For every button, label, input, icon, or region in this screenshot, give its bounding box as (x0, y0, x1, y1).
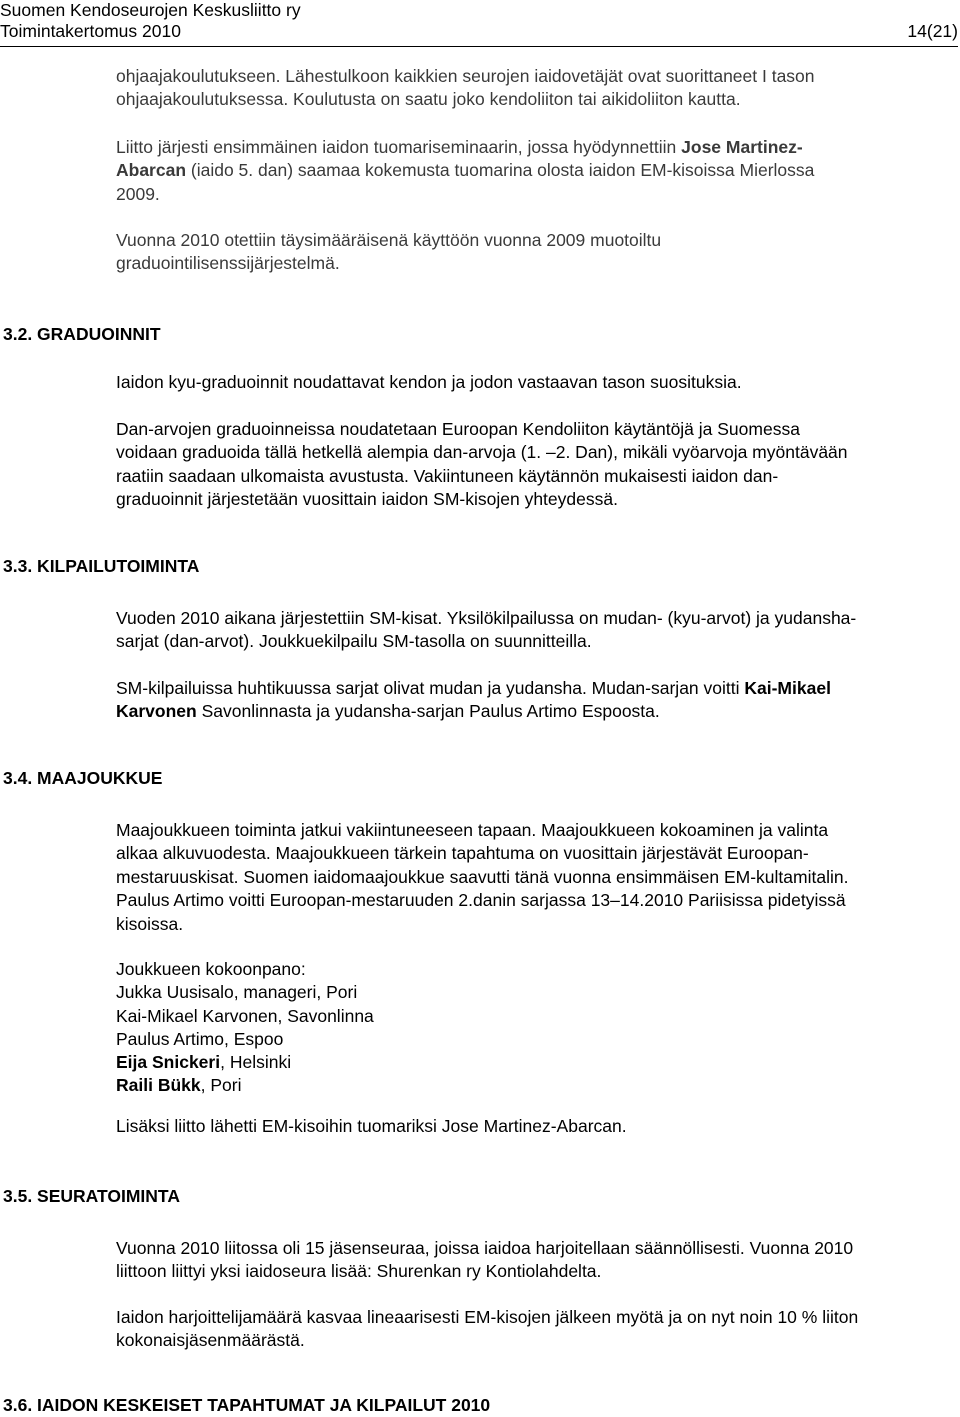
team-heading: Joukkueen kokoonpano: (116, 959, 306, 979)
text-line: voidaan graduoida tällä hetkellä alempia dan-arvoja (1. –2. Dan), mikäli vyöarvoja myöntävään (116, 442, 848, 463)
team-member (116, 1028, 956, 1051)
seuratoiminta-paragraph-2 (116, 1306, 956, 1353)
maajoukkue-paragraph-1 (116, 819, 956, 936)
text-line: ohjaajakoulutukseen. Lähestulkoon kaikkien seurojen iaidovetäjät ovat suorittaneet I tason (116, 66, 815, 86)
header-page-number: 14(21) (907, 21, 958, 41)
text-line: mestaruuskisat. Suomen iaidomaajoukkue saavutti tänä vuonna ensimmäisen EM-kultamitalin. (116, 866, 849, 887)
seuratoiminta-paragraph-1 (116, 1237, 956, 1284)
section-heading-keskeiset-tapahtumat: 3.6. IAIDON KESKEISET TAPAHTUMAT JA KILPAILUT 2010 (3, 1395, 491, 1415)
text-line: graduoinnit järjestetään vuosittain iaidon SM-kisojen yhteydessä. (116, 489, 618, 510)
kilpailutoiminta-paragraph-1 (116, 607, 956, 654)
text-line: raatiin saadaan ulkomaista avustusta. Vakiintuneen käytännön mukaisesti iaidon dan- (116, 465, 779, 486)
graduoinnit-paragraph-1 (116, 371, 956, 394)
text-line: Vuonna 2010 liitossa oli 15 jäsenseuraa, joissa iaidoa harjoitellaan säännöllisesti. Vuonna 2010 (116, 1238, 854, 1258)
text-line (116, 677, 956, 700)
section-heading-kilpailutoiminta: 3.3. KILPAILUTOIMINTA (3, 556, 200, 576)
kilpailutoiminta-paragraph-2 (116, 677, 956, 724)
page-header (0, 0, 958, 47)
team-member (116, 981, 956, 1004)
intro-paragraph-2 (116, 136, 956, 206)
text-segment: SM-kilpailuissa huhtikuussa sarjat olivat mudan ja yudansha. Mudan-sarjan voitti (116, 678, 745, 698)
text-line: Iaidon kyu-graduoinnit noudattavat kendon ja jodon vastaavan tason suosituksia. (116, 372, 742, 392)
text-line: 2009. (116, 183, 160, 204)
section-heading-graduoinnit: 3.2. GRADUOINNIT (3, 324, 161, 344)
text-line: Lisäksi liitto lähetti EM-kisoihin tuomariksi Jose Martinez-Abarcan. (116, 1116, 627, 1136)
text-segment: Liitto järjesti ensimmäinen iaidon tuomariseminaarin, jossa hyödynnettiin (116, 137, 682, 157)
text-line: Vuoden 2010 aikana järjestettiin SM-kisat. Yksilökilpailussa on mudan- (kyu-arvot) ja yudansha- (116, 608, 857, 628)
text-segment: Savonlinnasta ja yudansha-sarjan Paulus Artimo Espoosta. (196, 701, 660, 722)
text-line: graduointilisenssijärjestelmä. (116, 253, 340, 274)
team-member (116, 1051, 956, 1074)
text-line: kisoissa. (116, 913, 184, 934)
header-report-title: Toimintakertomus 2010 (0, 21, 181, 41)
text-line: Dan-arvojen graduoinneissa noudatetaan Euroopan Kendoliiton käytäntöjä ja Suomessa (116, 419, 800, 439)
intro-paragraph-3 (116, 229, 956, 276)
text-line: sarjat (dan-arvot). Joukkuekilpailu SM-tasolla on suunnitteilla. (116, 631, 592, 652)
bold-name: Raili Bükk (116, 1075, 201, 1096)
text-line: alkaa alkuvuodesta. Maajoukkueen tärkein tapahtuma on vuosittain järjestävät Euroopan- (116, 843, 809, 864)
maajoukkue-paragraph-3 (116, 1115, 956, 1138)
text-line: Paulus Artimo voitti Euroopan-mestaruuden 2.danin sarjassa 13–14.2010 Pariisissa pidetyissä (116, 890, 846, 911)
team-roster (116, 958, 956, 1098)
member-text: Kai-Mikael Karvonen, Savonlinna (116, 1005, 374, 1026)
text-line: Iaidon harjoittelijamäärä kasvaa lineaarisesti EM-kisojen jälkeen myötä ja on nyt noin 10 % liiton (116, 1307, 859, 1327)
text-line (116, 700, 956, 723)
member-text: , Pori (200, 1075, 242, 1096)
text-line (116, 136, 956, 159)
member-text: , Helsinki (220, 1052, 292, 1073)
text-line: Maajoukkueen toiminta jatkui vakiintuneeseen tapaan. Maajoukkueen kokoaminen ja valinta (116, 820, 829, 840)
text-line: Vuonna 2010 otettiin täysimääräisenä käyttöön vuonna 2009 muotoiltu (116, 230, 662, 250)
header-organization: Suomen Kendoseurojen Keskusliitto ry (0, 0, 301, 20)
bold-name: Karvonen (116, 701, 197, 722)
member-text: Jukka Uusisalo, manageri, Pori (116, 982, 358, 1003)
member-text: Paulus Artimo, Espoo (116, 1028, 284, 1049)
text-line (116, 159, 956, 182)
bold-name: Abarcan (116, 160, 187, 181)
team-member (116, 1005, 956, 1028)
text-line: kokonaisjäsenmäärästä. (116, 1330, 305, 1351)
bold-name: Eija Snickeri (116, 1052, 221, 1073)
section-heading-seuratoiminta: 3.5. SEURATOIMINTA (3, 1186, 180, 1206)
text-line: liittoon liittyi yksi iaidoseura lisää: Shurenkan ry Kontiolahdelta. (116, 1261, 602, 1282)
section-heading-maajoukkue: 3.4. MAAJOUKKUE (3, 768, 163, 788)
bold-name: Kai-Mikael (744, 678, 831, 698)
text-segment: (iaido 5. dan) saamaa kokemusta tuomarina olosta iaidon EM-kisoissa Mierlossa (186, 160, 815, 181)
bold-name: Jose Martinez- (681, 137, 803, 157)
graduoinnit-paragraph-2 (116, 418, 956, 512)
team-member (116, 1074, 956, 1097)
text-line: ohjaajakoulutuksessa. Koulutusta on saatu joko kendoliiton tai aikidoliiton kautta. (116, 89, 741, 110)
intro-paragraph-1 (116, 65, 956, 112)
